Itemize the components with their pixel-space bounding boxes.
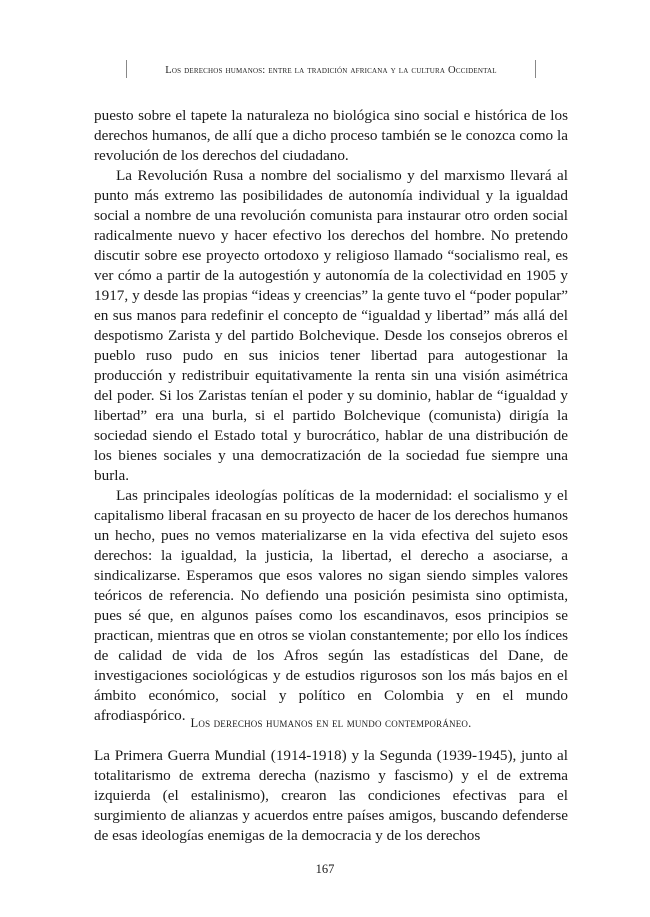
- section-heading: Los derechos humanos en el mundo contemporáneo.: [190, 716, 472, 730]
- section-body: [94, 746, 568, 846]
- body-text: [94, 106, 568, 726]
- running-header: [126, 60, 536, 78]
- running-header-text: Los derechos humanos: entre la tradición africana y la cultura Occidental: [165, 65, 497, 76]
- page-number: 167: [315, 862, 335, 876]
- paragraph-ideologies: Las principales ideologías políticas de la modernidad: el socialismo y el capitalismo liberal fracasan en su proyecto de hacer de los derechos humanos un hecho, pues no vemos materializarse en la vida efectiva del sujeto esos derechos: la igualdad, la justicia, la libertad, el derecho a asociarse, a sindicalizarse. Esperamos que esos valores no sigan siendo simples valores teóricos de referencia. No defiendo una posición pesimista sino optimista, pues sé que, en algunos países como los escandinavos, esos principios se practican, mientras que en otros se violan constantemente; por ello los índices de calidad de vida de los Afros según las estadísticas del Dane, de investigaciones sociológicas y de estudios rigurosos son los más bajos en el ámbito económico, social y político en Colombia y en el mundo afrodiaspórico.: [94, 487, 568, 724]
- paragraph-russian-revolution: La Revolución Rusa a nombre del socialismo y del marxismo llevará al punto más extremo las posibilidades de autonomía individual y la igualdad social a nombre de una revolución comunista para instaurar otro orden social radicalmente nuevo y hacer efectivo los derechos del hombre. No pretendo discutir sobre ese proyecto ortodoxo y religioso llamado “socialismo real, es ver cómo a partir de la autogestión y autonomía de la colectividad en 1905 y 1917, y desde las propias “ideas y creencias” la gente tuvo el “poder popular” en sus manos para redefinir el concepto de “igualdad y libertad” más allá del despotismo Zarista y del partido Bolchevique. Desde los consejos obreros el pueblo ruso pudo en sus inicios tener libertad para autogestionar la producción y redistribuir equitativamente la renta sin una visión asimétrica del poder. Si los Zaristas tenían el poder y su dominio, hablar de “igualdad y libertad” era una burla, si el partido Bolchevique (comunista) dirigía la sociedad siendo el Estado total y burocrático, hablar de una distribución de los bienes sociales y una democratización de la sociedad fue siempre una burla.: [94, 167, 568, 484]
- paragraph-continued: puesto sobre el tapete la naturaleza no biológica sino social e histórica de los derechos humanos, de allí que a dicho proceso también se le conozca como la revolución de los derechos del ciudadano.: [94, 107, 568, 164]
- paragraph-world-wars: La Primera Guerra Mundial (1914-1918) y la Segunda (1939-1945), junto al totalitarismo de extrema derecha (nazismo y fascismo) y el de extrema izquierda (el estalinismo), crearon las condiciones efectivas para el surgimiento de alianzas y acuerdos entre países amigos, buscando defenderse de esas ideologías enemigas de la democracia y de los derechos: [94, 747, 568, 844]
